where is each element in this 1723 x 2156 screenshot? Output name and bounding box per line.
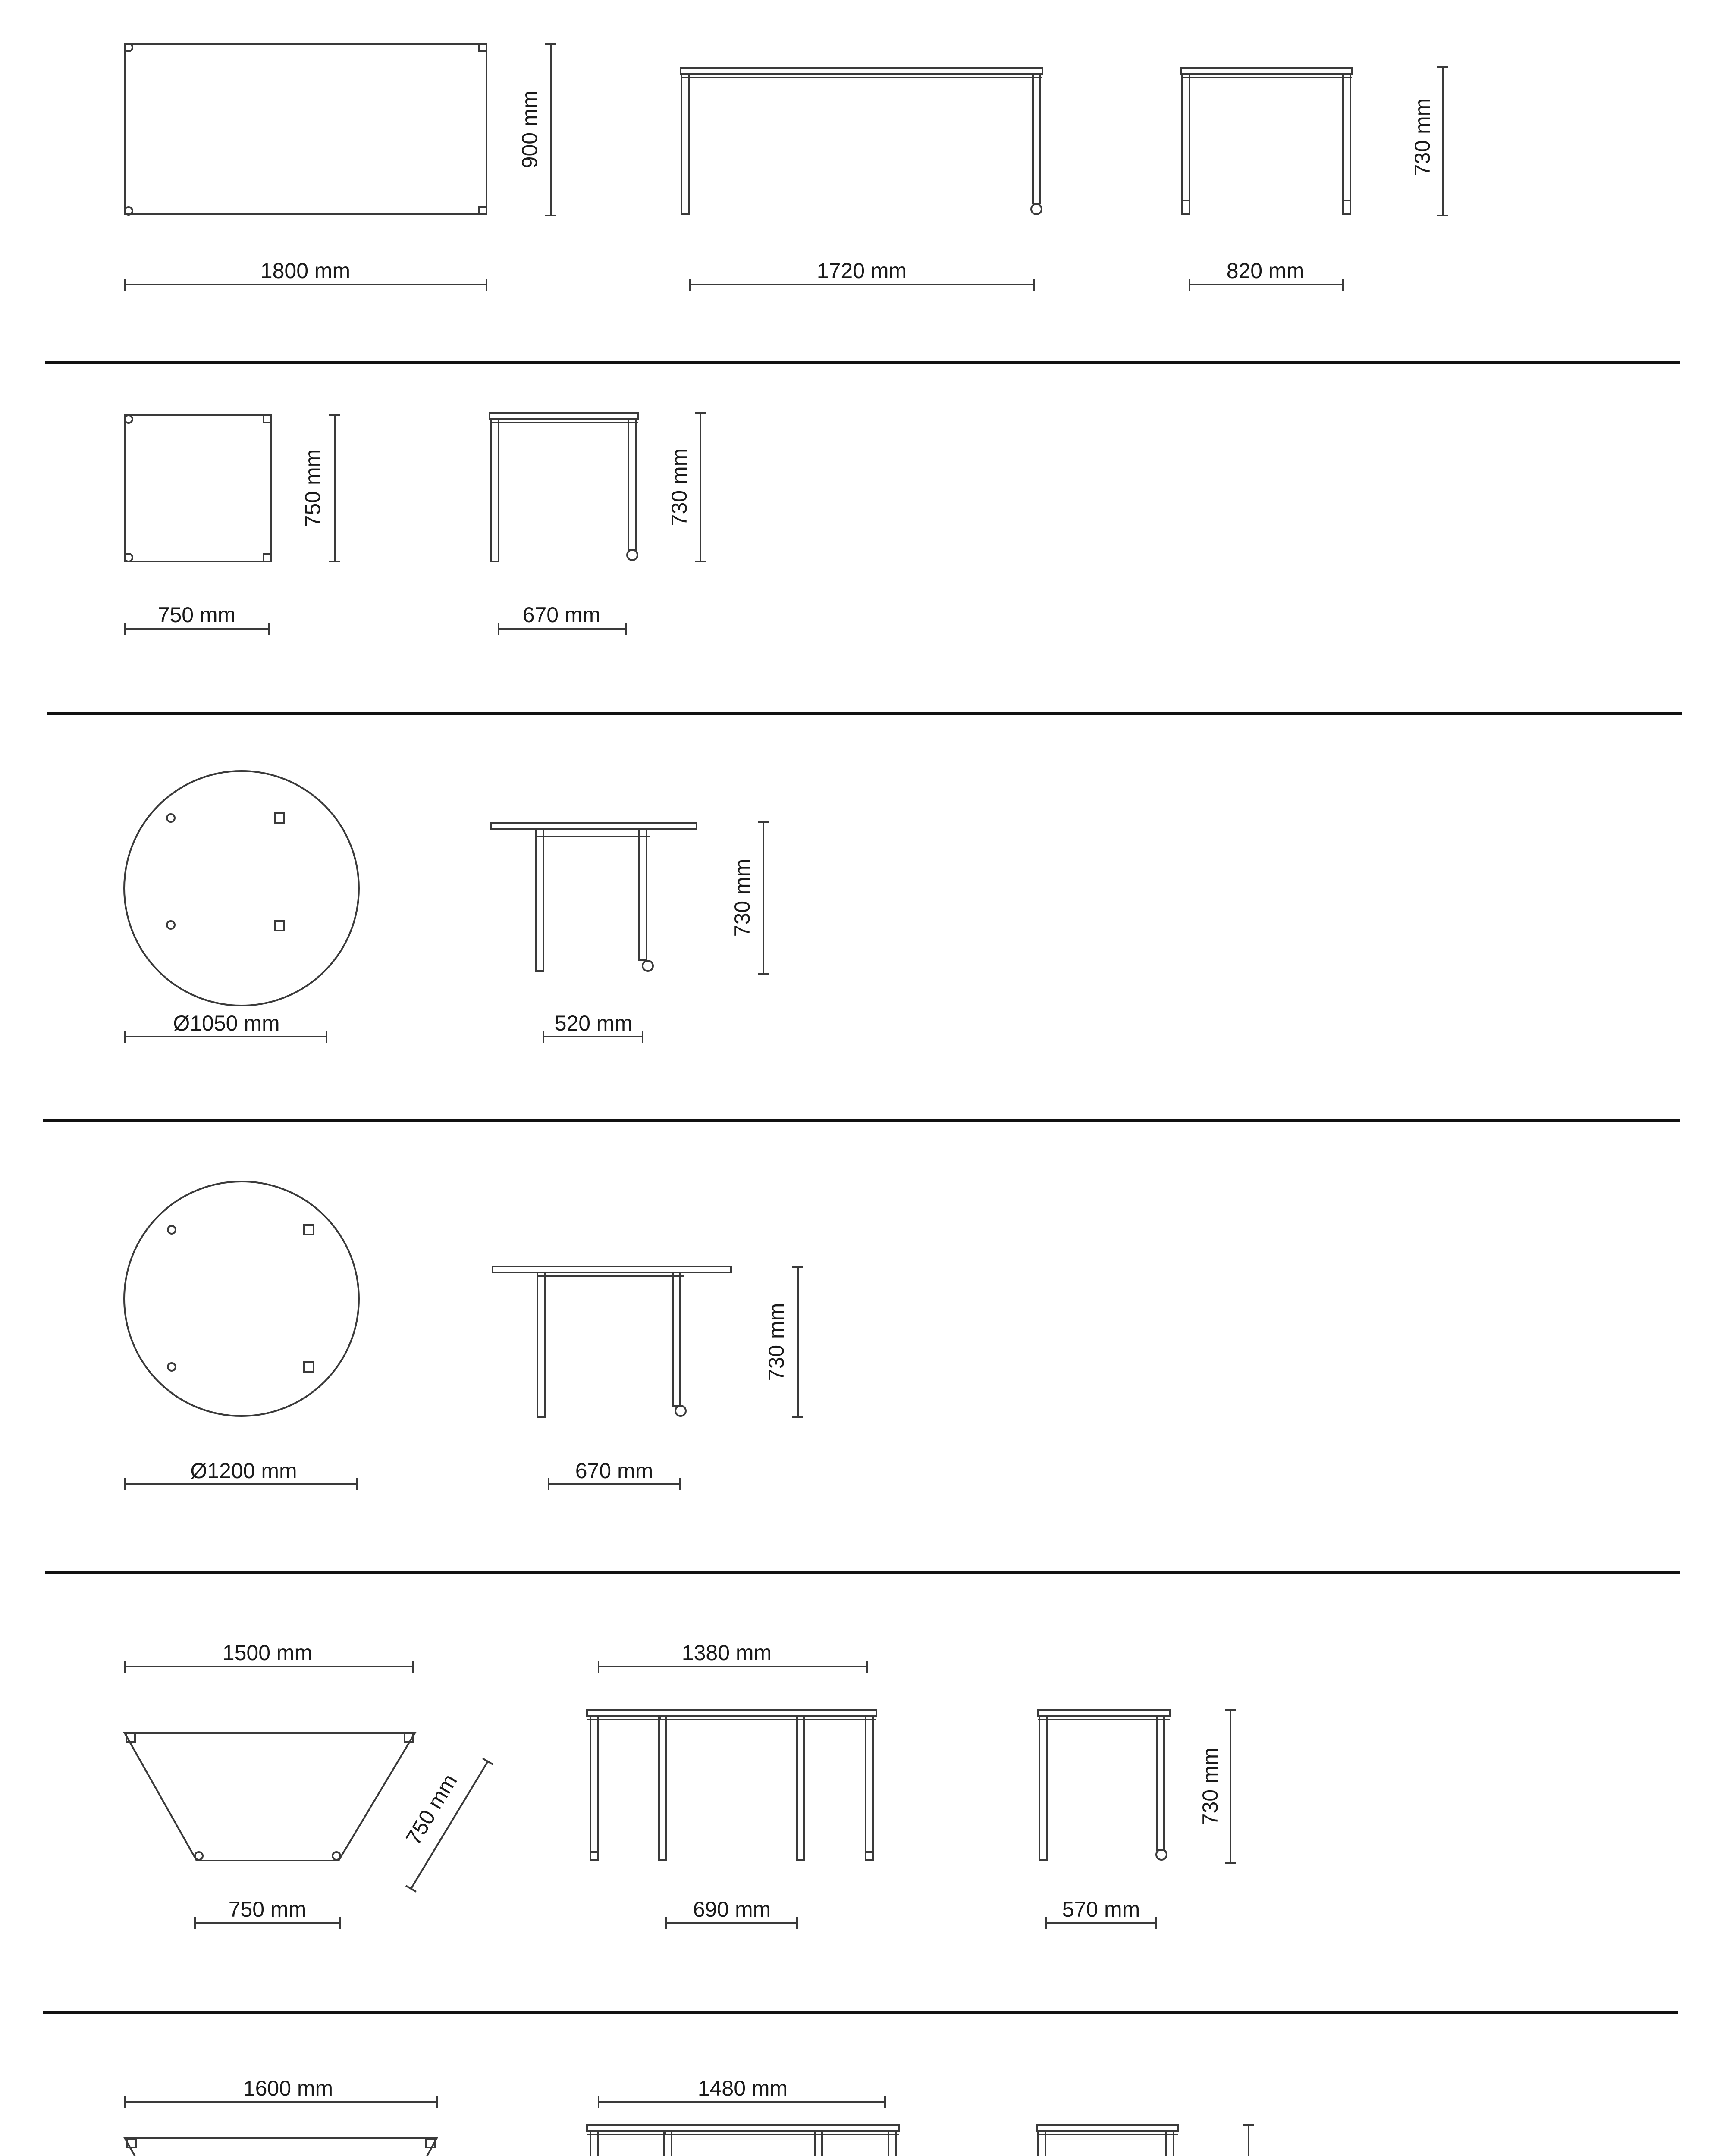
label-top-slant: 750 mm <box>401 1770 462 1849</box>
row-trapezoid-table-1500 <box>125 1661 1236 1929</box>
top-view-round <box>124 771 359 1006</box>
label-front-width: 1480 mm <box>697 2076 788 2100</box>
label-top-diameter: Ø1050 mm <box>173 1011 280 1035</box>
top-view-trapezoid <box>125 1733 415 1861</box>
dim-side-height <box>1437 67 1448 216</box>
label-side-width: 670 mm <box>522 603 601 627</box>
label-top-long-edge: 1600 mm <box>243 2076 333 2100</box>
side-view <box>493 1266 731 1417</box>
label-top-width: 1800 mm <box>260 259 351 283</box>
row-trapezoid-table-1600 <box>125 2096 1254 2156</box>
row-round-table-1200 <box>124 1181 803 1490</box>
side-view <box>1181 68 1352 214</box>
label-top-width: 750 mm <box>157 603 236 627</box>
dimension-labels <box>158 91 1434 2156</box>
top-view-trapezoid <box>125 2138 437 2156</box>
row-round-table-1050 <box>124 771 769 1043</box>
top-view-round <box>124 1181 359 1416</box>
dim-top-depth <box>545 44 556 216</box>
side-view <box>1037 2125 1178 2156</box>
top-view-rectangle <box>125 44 486 215</box>
dim-side-height <box>792 1267 803 1417</box>
label-side-height: 730 mm <box>730 859 754 937</box>
dim-side-height <box>695 413 706 561</box>
label-side-width: 670 mm <box>575 1459 653 1483</box>
label-side-width: 820 mm <box>1226 259 1305 283</box>
label-top-long-edge: 1500 mm <box>222 1641 313 1665</box>
row-rectangular-table-1800 <box>125 44 1448 291</box>
label-side-width: 520 mm <box>554 1011 633 1035</box>
label-side-height: 730 mm <box>764 1303 788 1381</box>
label-top-depth: 900 mm <box>518 90 542 169</box>
front-view <box>587 1710 876 1860</box>
front-view <box>681 68 1042 214</box>
side-view <box>1038 1710 1170 1860</box>
label-front-leg-spacing: 690 mm <box>693 1897 771 1921</box>
label-top-diameter: Ø1200 mm <box>190 1459 297 1483</box>
label-front-width: 1380 mm <box>681 1641 772 1665</box>
top-view-square <box>125 415 271 561</box>
front-view <box>587 2125 899 2156</box>
side-view <box>490 413 638 561</box>
label-side-width: 570 mm <box>1062 1897 1140 1921</box>
label-top-short-edge: 750 mm <box>228 1897 307 1921</box>
label-side-height: 730 mm <box>1198 1747 1222 1826</box>
dim-side-height <box>1243 2125 1254 2156</box>
side-view <box>491 823 697 971</box>
row-square-table-750 <box>125 413 706 635</box>
label-side-height: 730 mm <box>1410 98 1434 176</box>
dim-side-height <box>758 822 769 974</box>
dim-top-depth <box>329 415 340 561</box>
label-top-depth: 750 mm <box>301 449 325 527</box>
label-side-height: 730 mm <box>667 448 691 526</box>
dim-side-height <box>1225 1710 1236 1863</box>
label-front-width: 1720 mm <box>816 259 907 283</box>
